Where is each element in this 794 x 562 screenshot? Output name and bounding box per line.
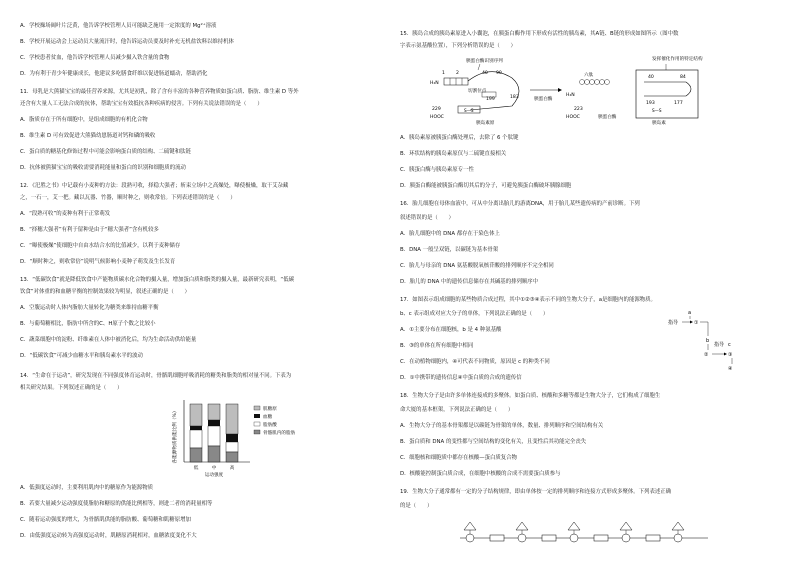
q15-option-c: C．胰蛋白酶与胰岛素原专一性	[400, 167, 474, 173]
tick-low: 低	[193, 466, 199, 471]
q15-option-a: A．胰岛素原被胰蛋白酶处理后，去除了 6 个肽键	[400, 135, 519, 141]
svg-text:90: 90	[496, 71, 502, 76]
q12-stem-cont: 之，一石一，艾一把。藏以瓦器、竹器，顺时种之，则收常倍。下列表述错误的是（ ）	[20, 195, 236, 201]
svg-text:①: ①	[694, 320, 699, 326]
legend-item: 脂肪酸	[263, 423, 277, 428]
svg-text:84: 84	[680, 75, 686, 80]
trypsin-label: 胰蛋白酶	[534, 97, 553, 102]
svg-text:H₂N: H₂N	[430, 81, 439, 86]
svg-text:a: a	[688, 310, 692, 316]
q16-stem: 16．胎儿细胞在母体血液中，可从中分离出胎儿的游离DNA，用于胎儿某些遗传病的产前诊断。下列	[400, 201, 640, 207]
q10-option-c: C．学校患者贫血，他告诉学校管理人员减少摄入铁含量的食物	[20, 55, 170, 61]
svg-text:c: c	[728, 342, 731, 348]
q10-option-a: A．学校操场阔叶片泛黄，他告诉学校管理人员可能缺乏施用一定浓度的 Mg²⁺溶液	[20, 23, 217, 29]
svg-text:199: 199	[486, 97, 495, 102]
svg-text:HOOC: HOOC	[566, 115, 580, 120]
polymer-chain-figure	[460, 516, 710, 556]
tick-high: 高	[229, 466, 235, 471]
q15-option-d: D．胰蛋白酶能被胰蛋白酶切其后的分子，可避免胰蛋白酶破坏胰腺细胞	[400, 183, 572, 189]
q12-option-c: C．“曝使极燥”使细胞中自由水结合水的比值减少，以利于麦种储存	[20, 243, 181, 249]
q18-stem: 18．生物大分子是由许多单体连接成的多聚体。如蛋白质、核酸和多糖等都是生物大分子，它们构成了细胞生	[400, 393, 661, 399]
proinsulin-label: 胰岛素原	[476, 121, 495, 126]
svg-text:40: 40	[648, 75, 654, 80]
monomer-unit	[516, 522, 528, 542]
proinsulin-diagram	[430, 54, 730, 128]
q13-stem: 13．“低碳饮食”就是降低饮食中产能物质碳水化合物的摄入量，增加蛋白质和脂类的摄入量，最新研究表明，“低碳	[20, 277, 294, 283]
q15-stem-cont: 字表示氨基酸位置），下列分析错误的是（ ）	[400, 43, 516, 49]
legend-item: 血糖	[263, 415, 273, 420]
right-column	[400, 0, 780, 562]
svg-text:40: 40	[482, 71, 488, 76]
energy-source-chart	[170, 396, 320, 478]
svg-text:183: 183	[510, 95, 519, 100]
q13-option-c: C．蔬菜细胞中的淀粉、纤维素在人体中被消化后，均为生命活动供给能量	[20, 337, 197, 343]
q17-option-a: A．①主要分布在细胞核，b 是 4 种氨基酸	[400, 327, 502, 333]
hexapeptide	[580, 80, 610, 85]
q13-option-a: A．空腹运动时人体内脂肪大量转化为糖类来维持血糖平衡	[20, 305, 159, 311]
svg-text:S—S: S—S	[652, 108, 662, 113]
insulin-label: 胰岛素	[652, 121, 666, 126]
q13-stem-cont: 饮食”对体重的和血糖平衡的控制效果较为明显，叙述正确的是（ ）	[20, 289, 190, 295]
q14-stem: 14．“生命在于运动”，研究发现在不同强度体育运动时，骨骼肌细胞呼吸消耗的糖类和脂类的相对量不同。下表为	[20, 373, 292, 379]
q11-option-b: B．维生素 D 可有效促进大熊猫幼崽肠道对钙和磷的吸收	[20, 133, 156, 139]
q19-stem: 19．生物大分子通常都有一定的分子结构规律，即由单体按一定的排列顺序和连接方式形成多聚体。下列表述正确	[400, 489, 672, 495]
q18-option-b: B．蛋白质和 DNA 的变性都与空间结构的变化有关，且变性后其功能完全丧失	[400, 439, 587, 445]
svg-text:指导: 指导	[714, 342, 725, 348]
svg-text:177: 177	[674, 101, 683, 106]
q14-option-c: C．随着运动强度的增大，为骨骼肌供能的脂肪酸、葡萄糖和肌糖原增加	[20, 517, 191, 523]
q18-stem-cont: 命大厦的基本框架，下列说法正确的是（ ）	[400, 407, 514, 413]
q14-option-b: B．若要大量减少运动强度使脂肪和糖原的供能比例相等，则进二者的消耗量相等	[20, 501, 213, 507]
q13-option-b: B．与葡萄糖相比，脂肪中所含的C、H原子个数之比较小	[20, 321, 156, 327]
svg-text:1: 1	[442, 71, 445, 76]
monomer-unit	[646, 535, 660, 541]
q14-option-d: D．由低强度运动转为高强度运动时，肌糖原消耗相对，血糖浓度变化不大	[20, 533, 197, 539]
bar-high	[226, 404, 238, 462]
svg-text:b: b	[706, 338, 710, 344]
monomer-unit	[594, 535, 608, 541]
q11-stem: 11．母乳是大熊猫宝宝的最佳营养来源，尤其是初乳，除了含有丰富的各种营养物质如蛋白质、脂肪、维生素 D 等外	[20, 89, 299, 95]
q17-stem-cont: b、c 表示组成对应大分子的单体，下列说法正确的是（ ）	[400, 311, 549, 317]
q12-option-a: A．“段熟可收”的麦种有利于正常萌发	[20, 211, 111, 217]
q15-option-b: B．环状结构的胰岛素原仅与二硫键直接相关	[400, 151, 507, 157]
macromolecule-flow	[668, 306, 768, 372]
monomer-unit	[464, 522, 476, 542]
chart-ylabel: 各能源物质供能比例（%）	[173, 408, 178, 464]
q16-option-d: D．胎儿的 DNA 中的遗传信息储存在其碱基的排列顺序中	[400, 279, 539, 285]
monomer-unit	[620, 522, 632, 542]
q18-option-d: D．核酸能控制蛋白质合成，在细胞中核酸的合成不需要蛋白质参与	[400, 471, 561, 477]
mature-label: 发挥催化作用的特定结构	[652, 57, 703, 62]
q17-option-d: D．①中携带的遗传信息④中蛋白质的合成的遗传信	[400, 375, 522, 381]
svg-text:②: ②	[704, 352, 709, 358]
q16-stem-cont: 叙述错误的是（ ）	[400, 215, 454, 221]
q15-stem: 15．胰岛合成的胰岛素原进入小囊泡，在胰蛋白酶作用下形成有活性的胰岛素，其A链、B链的形成如图所示（图中数	[400, 31, 679, 37]
q14-stem-cont: 相关研究结果。下列叙述正确的是（ ）	[20, 385, 123, 391]
q16-option-a: A．胎儿细胞中的 DNA 都存在于染色体上	[400, 231, 500, 237]
q16-option-b: B．DNA 一般呈双链，以碳链为基本骨架	[400, 247, 499, 253]
tick-mid: 中	[211, 466, 217, 471]
q16-option-c: C．胎儿与母亲的 DNA 氨基酸脱氧核苷酸的排列顺序不完全相同	[400, 263, 554, 269]
monomer-unit	[672, 522, 684, 542]
bar-mid	[208, 404, 220, 462]
svg-text:HOOC: HOOC	[430, 115, 444, 120]
q17-stem: 17．如图表示组成细胞的某些物质合成过程，其中①②③④表示不同的生物大分子，a是细胞内的能源物质。	[400, 297, 656, 303]
q14-option-a: A．低强度运动时，主要利用肌肉中的糖原作为能源物质	[20, 485, 154, 491]
svg-text:2: 2	[456, 71, 459, 76]
q17-option-b: B．③的单体在所有细胞中相同	[400, 343, 474, 349]
q10-option-b: B．学校开展运动会上运动员大量流汗时，他告诉运动员要及时补充无机盐饮料以维持机体	[20, 39, 234, 45]
svg-text:229: 229	[432, 107, 441, 112]
legend-item: 骨骼肌内的脂肪	[263, 431, 296, 436]
q12-stem: 12．《汜胜之书》中记载有小麦种的方法：段熟可收，择稳大强者；斩束立场中之高燥处，曝使极燥，取干艾杂藏	[20, 183, 289, 189]
q13-option-d: D．“低碳饮食”可减少血糖水平和胰岛素水平的波动	[20, 353, 143, 359]
chart-xlabel: 运动强度	[204, 473, 224, 478]
trypsin-label-2: 胰蛋白酶	[598, 115, 617, 120]
q11-option-d: D．抗体被熊猫宝宝的吸收需要消耗能量和蛋白的识别和细胞质的流动	[20, 165, 186, 171]
svg-text:指导: 指导	[668, 320, 679, 326]
q12-option-d: D．“顺时种之，则收常倍”说明气候影响小麦种子萌发及生长发育	[20, 259, 176, 265]
q17-option-c: C．在动植物细胞内，④可代表不同物质，原因是 c 的种类不同	[400, 359, 550, 365]
svg-text:H₂N: H₂N	[566, 93, 575, 98]
q11-stem-cont: 还含有大量人工无法合成的抗体，帮助宝宝有效抵抗各种疾病的侵害。下列有关说法错误的是（ ）	[20, 101, 263, 107]
chart-legend	[254, 405, 296, 436]
q18-option-a: A．生物大分子的基本骨架都是以碳链为骨架的单体，数量、排列顺序和空间结构有关	[400, 423, 604, 429]
svg-text:④: ④	[728, 366, 733, 372]
svg-text:③: ③	[728, 352, 733, 358]
monomer-unit	[542, 535, 556, 541]
bar-low	[190, 404, 202, 462]
monomer-unit	[568, 522, 580, 542]
q11-option-c: C．蛋白质的糖基化修饰过程中可能会影响蛋白质的结构、二硫键和肽链	[20, 149, 191, 155]
recog-label: 胰蛋白酶识别序列	[466, 59, 503, 64]
hexapeptide-label: 六肽	[584, 73, 594, 78]
q12-option-b: B．“择穗大强者”有利于留种是由于“穗大强者”含有机较多	[20, 227, 159, 233]
q19-stem-cont: 的是（ ）	[400, 503, 433, 509]
cut-label: 切割位点	[468, 89, 487, 94]
svg-text:193: 193	[646, 101, 655, 106]
monomer-unit	[490, 535, 504, 541]
svg-text:S—S: S—S	[464, 108, 474, 113]
q11-option-a: A．脂质存在于所有细胞中，是组成细胞的有机化合物	[20, 117, 148, 123]
left-column	[20, 0, 400, 562]
legend-item: 肌糖原	[263, 407, 277, 412]
q18-option-c: C．细胞核和细胞质中都存在核酸—蛋白质复合物	[400, 455, 517, 461]
svg-text:223: 223	[574, 107, 583, 112]
q10-option-d: D．为有利于青少年健康成长，他建议多吃膳食纤维以促进肠道蠕动，帮助消化	[20, 71, 208, 77]
